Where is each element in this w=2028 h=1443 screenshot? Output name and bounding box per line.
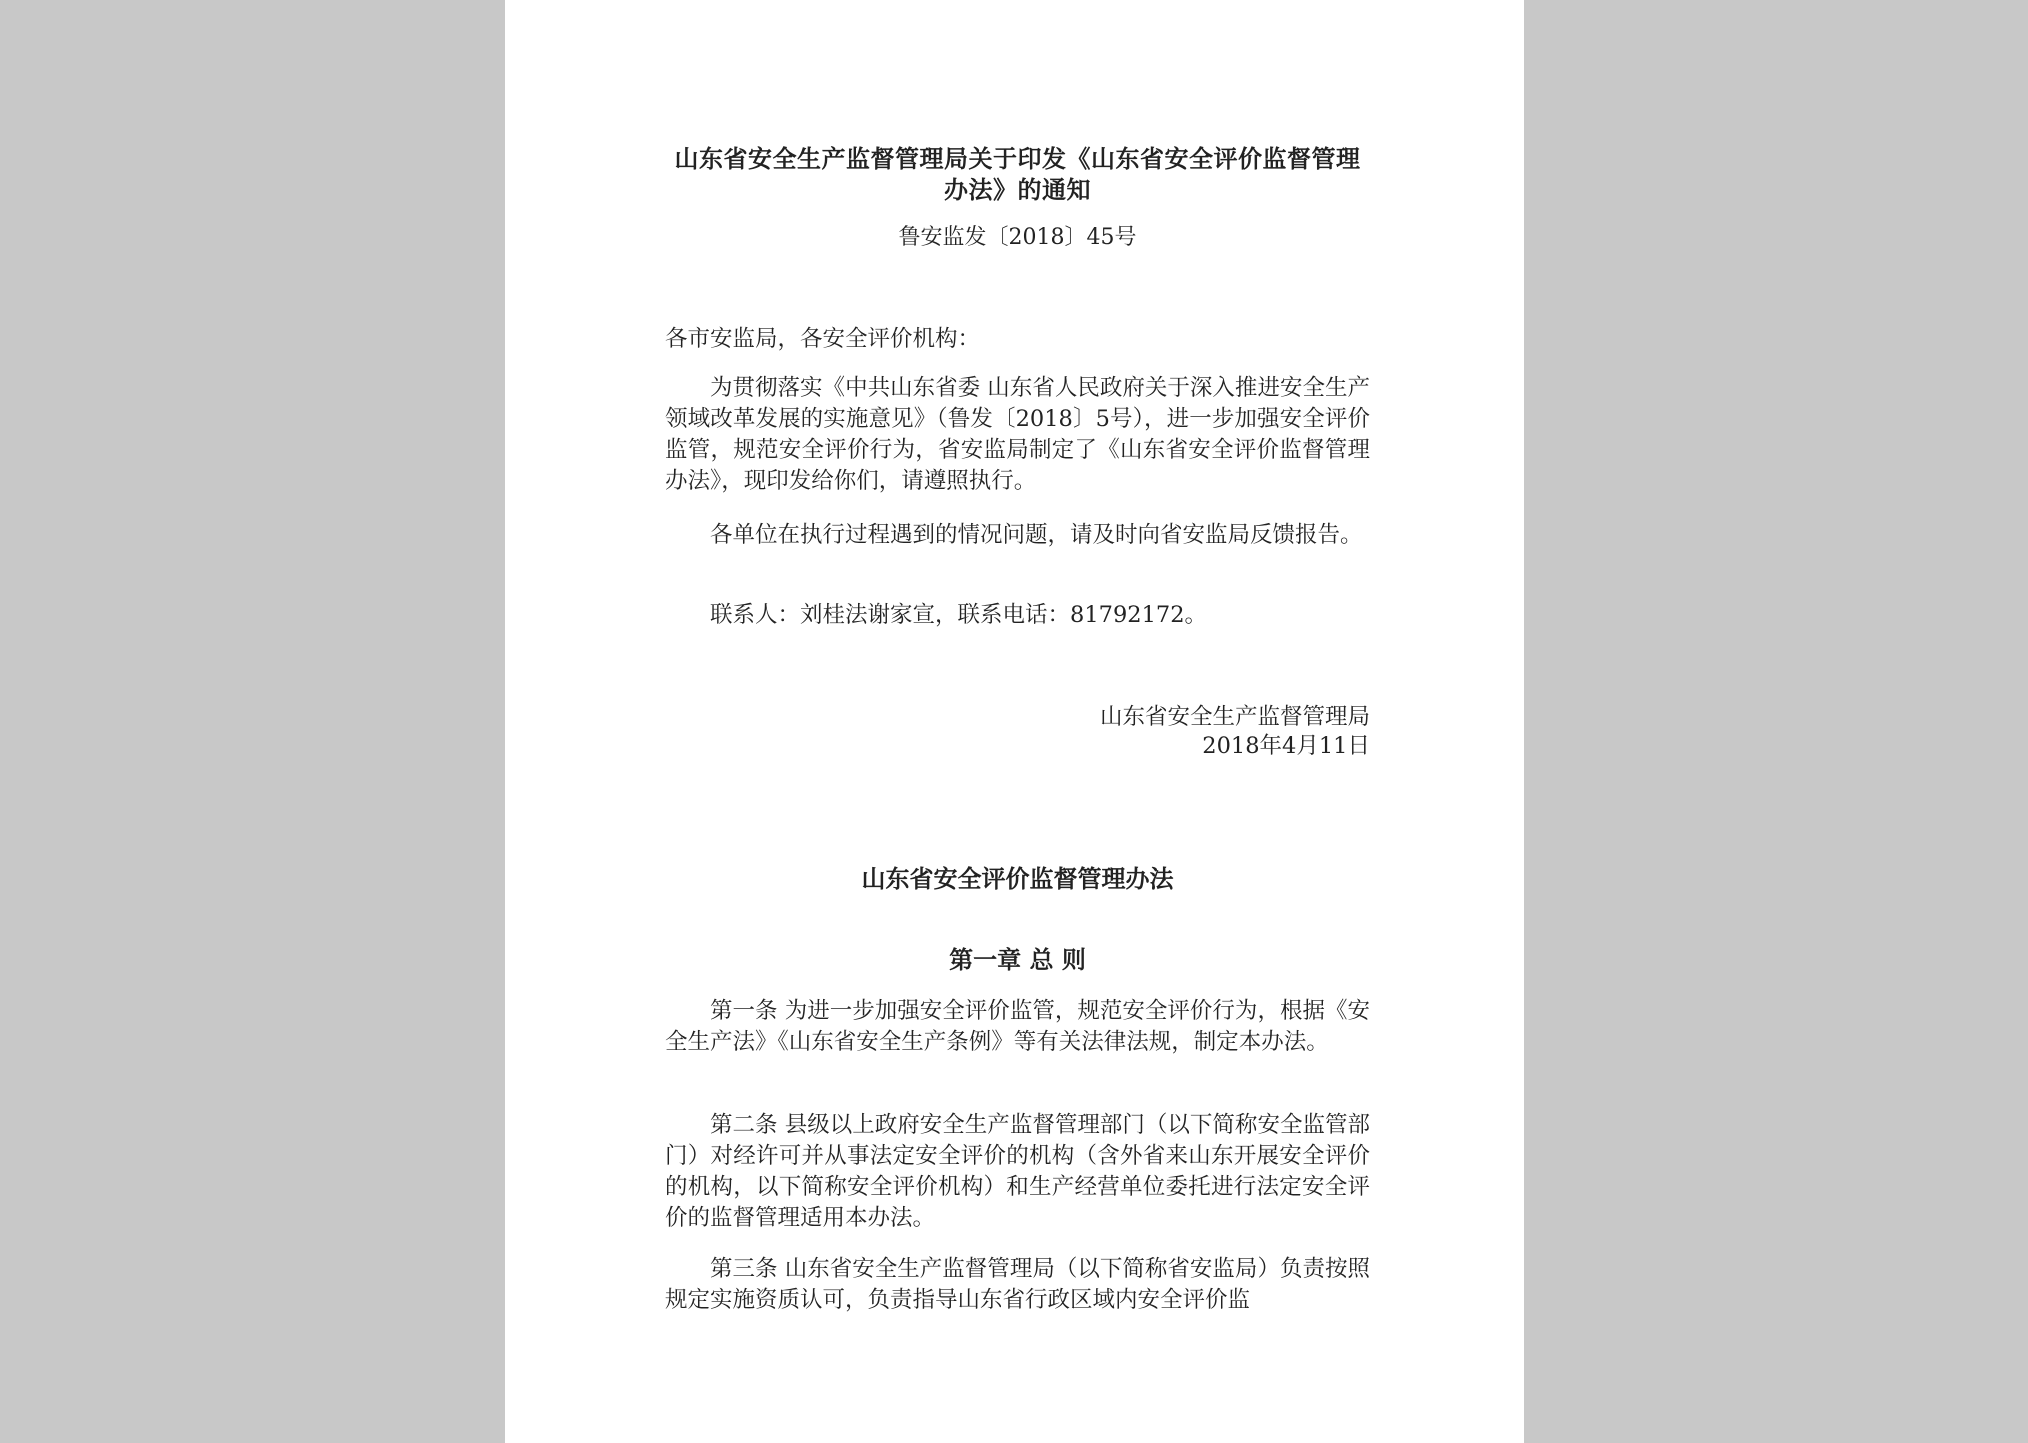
- notice-title: 山东省安全生产监督管理局关于印发《山东省安全评价监督管理办法》的通知: [674, 144, 1361, 204]
- article-paragraph: 第一条 为进一步加强安全评价监管，规范安全评价行为，根据《安全生产法》《山东省安全生产条例》等有关法律法规，制定本办法。: [665, 998, 1370, 1055]
- regulation-title: 山东省安全评价监督管理办法: [861, 864, 1174, 893]
- salutation: 各市安监局，各安全评价机构：: [665, 326, 981, 352]
- issuer-signature: 山东省安全生产监督管理局: [1099, 704, 1370, 730]
- chapter-title: 第一章 总 则: [949, 945, 1086, 974]
- document-page: [505, 0, 1524, 1443]
- notice-paragraph: 为贯彻落实《中共山东省委 山东省人民政府关于深入推进安全生产领域改革发展的实施意见》（鲁发〔2018〕5号），进一步加强安全评价监管，规范安全评价行为，省安监局制定了《山东省安全评价监督管理办法》，现印发给你们，请遵照执行。: [665, 375, 1370, 494]
- contact-line: 联系人：刘桂法谢家宣，联系电话：81792172。: [710, 602, 1208, 628]
- issue-date: 2018年4月11日: [1202, 733, 1370, 759]
- article-paragraph: 第三条 山东省安全生产监督管理局（以下简称省安监局）负责按照规定实施资质认可，负责指导山东省行政区域内安全评价监: [665, 1256, 1370, 1313]
- notice-paragraph: 各单位在执行过程遇到的情况问题，请及时向省安监局反馈报告。: [710, 522, 1363, 548]
- document-number: 鲁安监发〔2018〕45号: [898, 225, 1137, 250]
- article-paragraph: 第二条 县级以上政府安全生产监督管理部门（以下简称安全监管部门）对经许可并从事法定安全评价的机构（含外省来山东开展安全评价的机构，以下简称安全评价机构）和生产经营单位委托进行法定安全评价的监督管理适用本办法。: [665, 1112, 1370, 1231]
